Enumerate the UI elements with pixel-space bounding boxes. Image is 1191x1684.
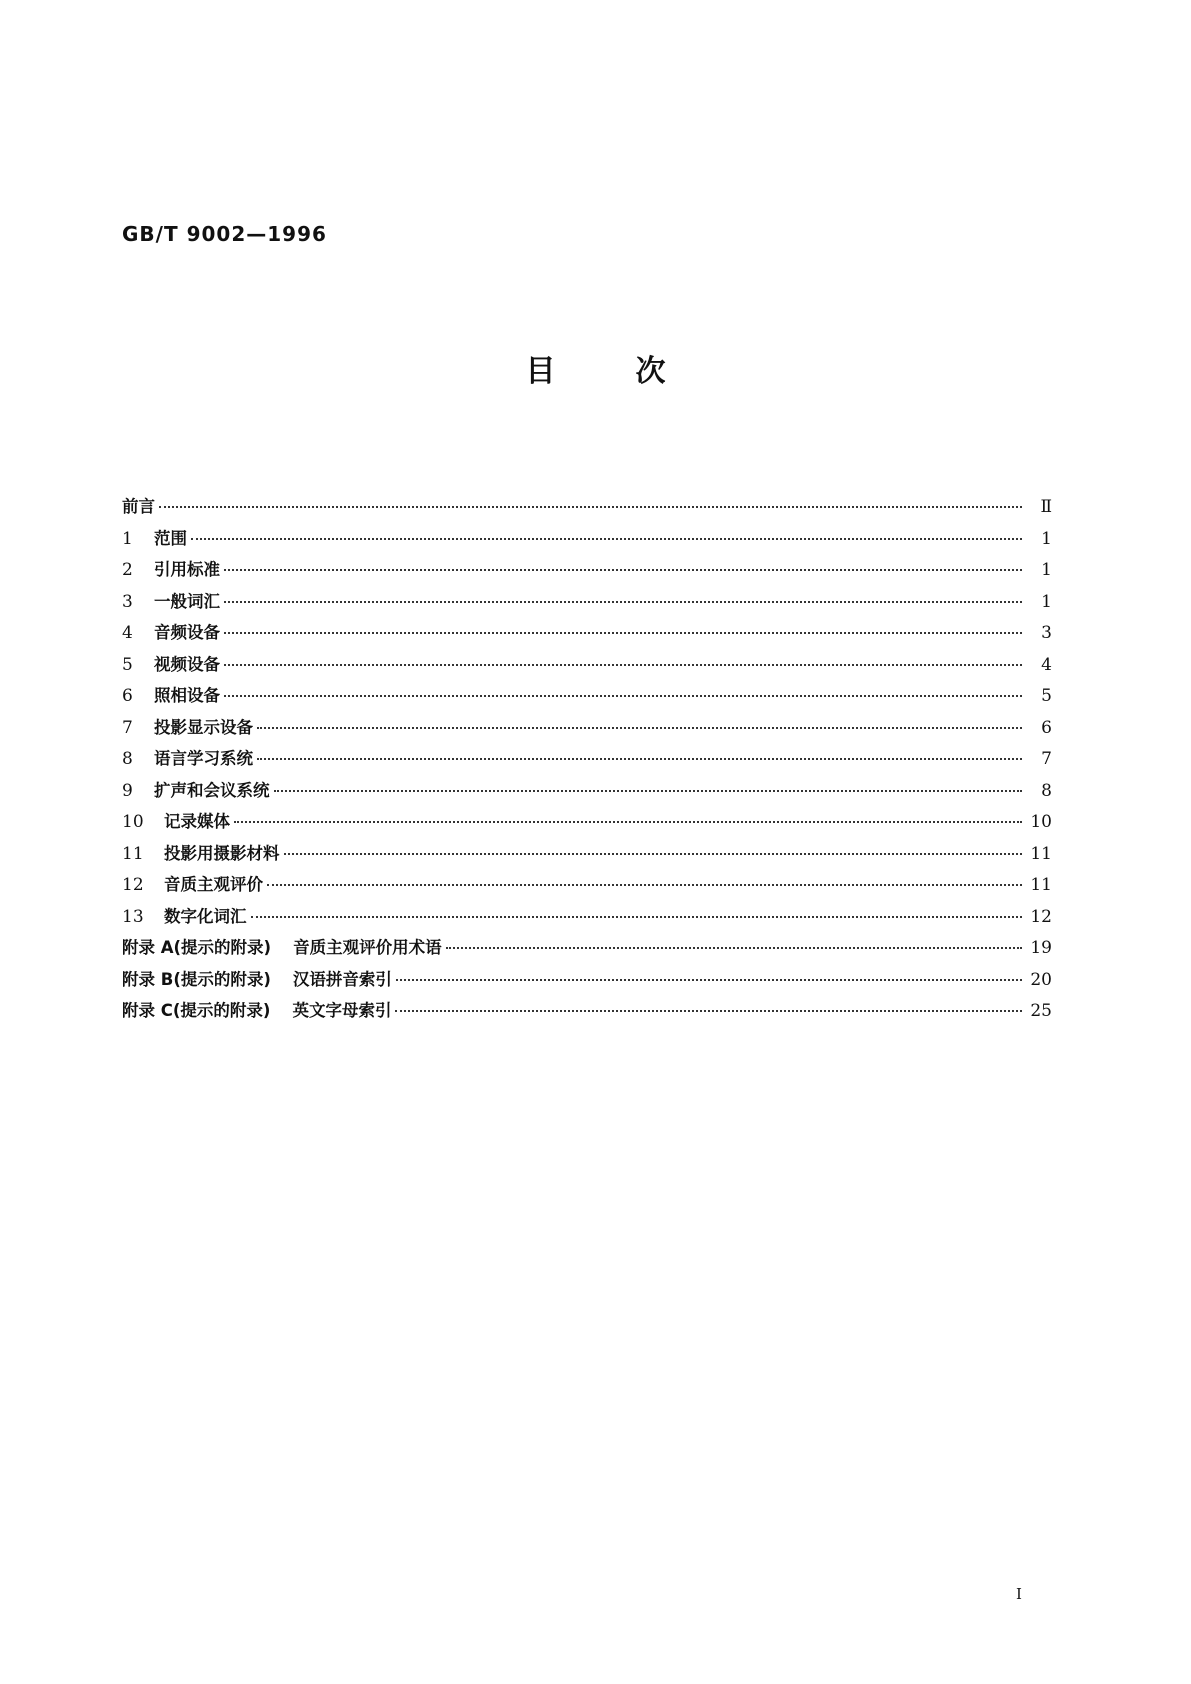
- toc-entry-page: 5: [1041, 686, 1052, 706]
- toc-entry-label: 范围: [154, 528, 187, 548]
- toc-entry-page: 11: [1030, 843, 1052, 864]
- toc-entry-page: 7: [1041, 749, 1052, 769]
- toc-entry-11[interactable]: [122, 840, 1052, 872]
- toc-entry-label: 数字化词汇: [164, 906, 247, 926]
- toc-entry-page: Ⅱ: [1040, 497, 1052, 517]
- toc-entry-label: 语言学习系统: [154, 749, 253, 768]
- dot-leader: [224, 695, 1022, 697]
- page-title: 目次: [525, 354, 746, 389]
- toc-entry-number: 9: [122, 780, 133, 801]
- toc-entry-page: 8: [1041, 780, 1052, 801]
- toc-entry-label: 扩声和会议系统: [154, 780, 270, 800]
- toc-entry-page: 10: [1030, 812, 1052, 832]
- toc-entry-label: 投影用摄影材料: [164, 843, 280, 863]
- toc-entry-4[interactable]: [122, 619, 1052, 651]
- toc-entry-page: 19: [1030, 938, 1052, 958]
- toc-entry-label: 视频设备: [154, 654, 220, 674]
- toc-entry-page: 25: [1030, 1001, 1052, 1021]
- toc-entry-sublabel: 音质主观评价用术语: [293, 938, 442, 957]
- toc-entry-6[interactable]: [122, 682, 1052, 714]
- toc-entry-appendix-c[interactable]: [122, 997, 1052, 1029]
- page-number: Ⅰ: [1016, 1585, 1022, 1603]
- toc-entry-appendix-a[interactable]: [122, 934, 1052, 966]
- toc-entry-5[interactable]: [122, 651, 1052, 683]
- toc-entry-page: 20: [1030, 969, 1052, 990]
- toc-entry-appendix-b[interactable]: [122, 966, 1052, 998]
- toc-entry-label: 前言: [122, 497, 155, 516]
- dot-leader: [257, 758, 1022, 760]
- toc-entry-label: 附录 B(提示的附录): [122, 969, 271, 989]
- toc-entry-page: 12: [1030, 906, 1052, 927]
- dot-leader: [234, 821, 1022, 823]
- toc-entry-number: 7: [122, 717, 133, 738]
- toc-entry-page: 1: [1041, 591, 1052, 612]
- toc-entry-number: 12: [122, 875, 144, 895]
- dot-leader: [159, 506, 1022, 508]
- standard-code: GB/T 9002—1996: [122, 222, 327, 246]
- toc-entry-9[interactable]: [122, 777, 1052, 809]
- toc-entry-page: 4: [1041, 654, 1052, 675]
- toc-entry-number: 10: [122, 812, 144, 832]
- dot-leader: [284, 853, 1023, 855]
- toc-entry-number: 4: [122, 623, 133, 643]
- dot-leader: [251, 916, 1023, 918]
- dot-leader: [257, 727, 1022, 729]
- table-of-contents: [122, 493, 1052, 1029]
- dot-leader: [224, 601, 1022, 603]
- toc-entry-number: 8: [122, 749, 133, 769]
- toc-entry-foreword[interactable]: [122, 493, 1052, 525]
- toc-entry-label: 音频设备: [154, 623, 220, 642]
- toc-entry-number: 1: [122, 528, 133, 549]
- toc-entry-sublabel: 汉语拼音索引: [292, 969, 392, 989]
- toc-entry-label: 音质主观评价: [164, 875, 263, 894]
- toc-entry-label: 一般词汇: [154, 591, 220, 611]
- toc-entry-page: 11: [1030, 875, 1052, 895]
- toc-entry-1[interactable]: [122, 525, 1052, 557]
- toc-entry-label: 照相设备: [154, 686, 220, 705]
- toc-entry-10[interactable]: [122, 808, 1052, 840]
- toc-entry-number: 3: [122, 591, 133, 612]
- dot-leader: [446, 947, 1022, 949]
- toc-entry-number: 2: [122, 560, 133, 580]
- toc-entry-12[interactable]: [122, 871, 1052, 903]
- toc-entry-page: 1: [1041, 528, 1052, 549]
- toc-entry-7[interactable]: [122, 714, 1052, 746]
- toc-entry-page: 1: [1041, 560, 1052, 580]
- toc-entry-label: 引用标准: [154, 560, 220, 579]
- toc-entry-label: 投影显示设备: [154, 717, 253, 737]
- toc-entry-number: 5: [122, 654, 133, 675]
- dot-leader: [267, 884, 1022, 886]
- toc-entry-number: 13: [122, 906, 144, 927]
- toc-entry-8[interactable]: [122, 745, 1052, 777]
- dot-leader: [191, 538, 1022, 540]
- toc-entry-label: 附录 C(提示的附录): [122, 1001, 271, 1020]
- toc-entry-page: 6: [1041, 717, 1052, 738]
- toc-entry-13[interactable]: [122, 903, 1052, 935]
- toc-entry-number: 6: [122, 686, 133, 706]
- dot-leader: [224, 664, 1022, 666]
- dot-leader: [224, 632, 1022, 634]
- toc-entry-2[interactable]: [122, 556, 1052, 588]
- dot-leader: [274, 790, 1023, 792]
- toc-entry-sublabel: 英文字母索引: [292, 1001, 392, 1020]
- dot-leader: [395, 1010, 1022, 1012]
- toc-entry-3[interactable]: [122, 588, 1052, 620]
- toc-entry-number: 11: [122, 843, 144, 864]
- toc-entry-page: 3: [1041, 623, 1052, 643]
- dot-leader: [224, 569, 1022, 571]
- toc-entry-label: 附录 A(提示的附录): [122, 938, 272, 957]
- dot-leader: [396, 979, 1022, 981]
- toc-entry-label: 记录媒体: [164, 812, 230, 831]
